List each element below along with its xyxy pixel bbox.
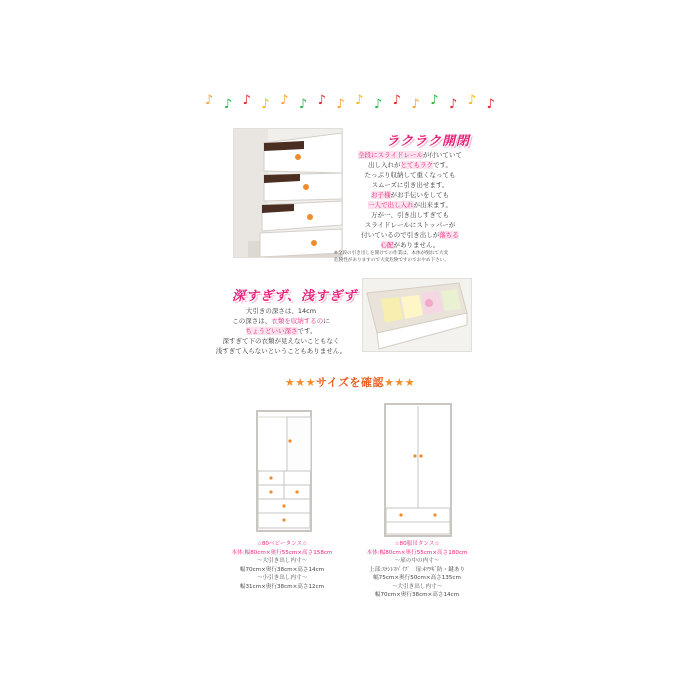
section1-title: ラクラク開閉 bbox=[386, 134, 471, 149]
music-note-icon: ♪ bbox=[336, 97, 345, 112]
star-icons-left: ★★★ bbox=[284, 376, 316, 389]
music-note-icon: ♪ bbox=[486, 97, 495, 112]
music-note-icon: ♪ bbox=[430, 93, 439, 108]
music-note-icon: ♪ bbox=[298, 97, 308, 112]
product2-body-size: 本体:幅80cm×奥行55cm×高さ180cm bbox=[366, 549, 468, 556]
music-notes-decoration bbox=[205, 95, 495, 115]
size-check-heading bbox=[0, 374, 700, 390]
hanging-tansu-drawing bbox=[385, 404, 451, 536]
music-note-icon: ♪ bbox=[242, 93, 251, 108]
baby-tansu-drawing bbox=[257, 411, 311, 531]
product1-body-size: 本体:幅80cm×奥行55cm×高さ158cm bbox=[231, 549, 333, 556]
music-note-icon: ♪ bbox=[448, 97, 458, 112]
hanging-tansu-illustration bbox=[384, 403, 452, 537]
section2-text: 大引きの深さは、14cm この深さは、衣類を収納するのに ちょうどいい深さです。 深すぎて下の衣類が見えないこともなく 浅すぎて入らないということもありません。 bbox=[215, 307, 347, 355]
music-note-icon: ♪ bbox=[373, 97, 383, 112]
music-note-icon: ♪ bbox=[355, 93, 364, 108]
star-icons-right: ★★★ bbox=[384, 376, 416, 389]
product1-specs: ☆80ベビータンス☆ 本体:幅80cm×奥行55cm×高さ158cm ～大引き出し内寸～ 幅70cm×奥行38cm×高さ14cm ～小引き出し内寸～ 幅31cm×奥行38cm×高さ12cm bbox=[218, 540, 346, 591]
section1-text: 全段にスライドレールが付いていて 出し入れがとてもラクです。 たっぷり収納して重くなっても スムーズに引き出せます。 お子様がお手伝いをしても 一人で出し入れが出来ます。 万が一、引き出しすぎても スライドレールにストッパーが 付いているので引き出しが落ちる 心配がありません。 bbox=[358, 151, 462, 249]
music-note-icon: ♪ bbox=[205, 93, 214, 108]
product2-name: ☆80服吊タンス☆ bbox=[394, 541, 440, 547]
music-note-icon: ♪ bbox=[223, 97, 233, 112]
drawer-interior-photo bbox=[362, 278, 472, 352]
music-note-icon: ♪ bbox=[467, 93, 477, 108]
drawer-interior-illustration bbox=[363, 279, 471, 351]
slide-rail-highlight: 全段にスライドレール bbox=[358, 151, 423, 159]
drawer-photo bbox=[233, 128, 343, 258]
baby-tansu-illustration bbox=[256, 410, 312, 532]
music-note-icon: ♪ bbox=[411, 97, 420, 112]
music-note-icon: ♪ bbox=[280, 93, 289, 108]
product1-name: ☆80ベビータンス☆ bbox=[256, 541, 308, 547]
music-note-icon: ♪ bbox=[317, 93, 326, 108]
section2-title: 深すぎず、浅すぎず bbox=[232, 289, 357, 304]
open-drawers-illustration bbox=[234, 129, 342, 257]
size-heading-text: サイズを確認 bbox=[315, 376, 385, 389]
music-note-icon: ♪ bbox=[261, 97, 270, 112]
product2-specs: ☆80服吊タンス☆ 本体:幅80cm×奥行55cm×高さ180cm ～扉の中の内寸～ 上部:ｽﾃﾝﾚｽﾊﾟｲﾌﾟ 扉:ｷﾂﾂｷﾞ防・鍵あり 幅75cm×奥行50cm×高さ135cm ～大引き出し内寸～ 幅70cm×奥行38cm×高さ14cm bbox=[352, 540, 482, 600]
music-note-icon: ♪ bbox=[392, 93, 401, 108]
section1-warning-note: ※全段の引き出しを開けての作業は、本体が倒れて大変 危険性がありますので大変危険ですのでおやめ下さい。 bbox=[334, 251, 449, 263]
